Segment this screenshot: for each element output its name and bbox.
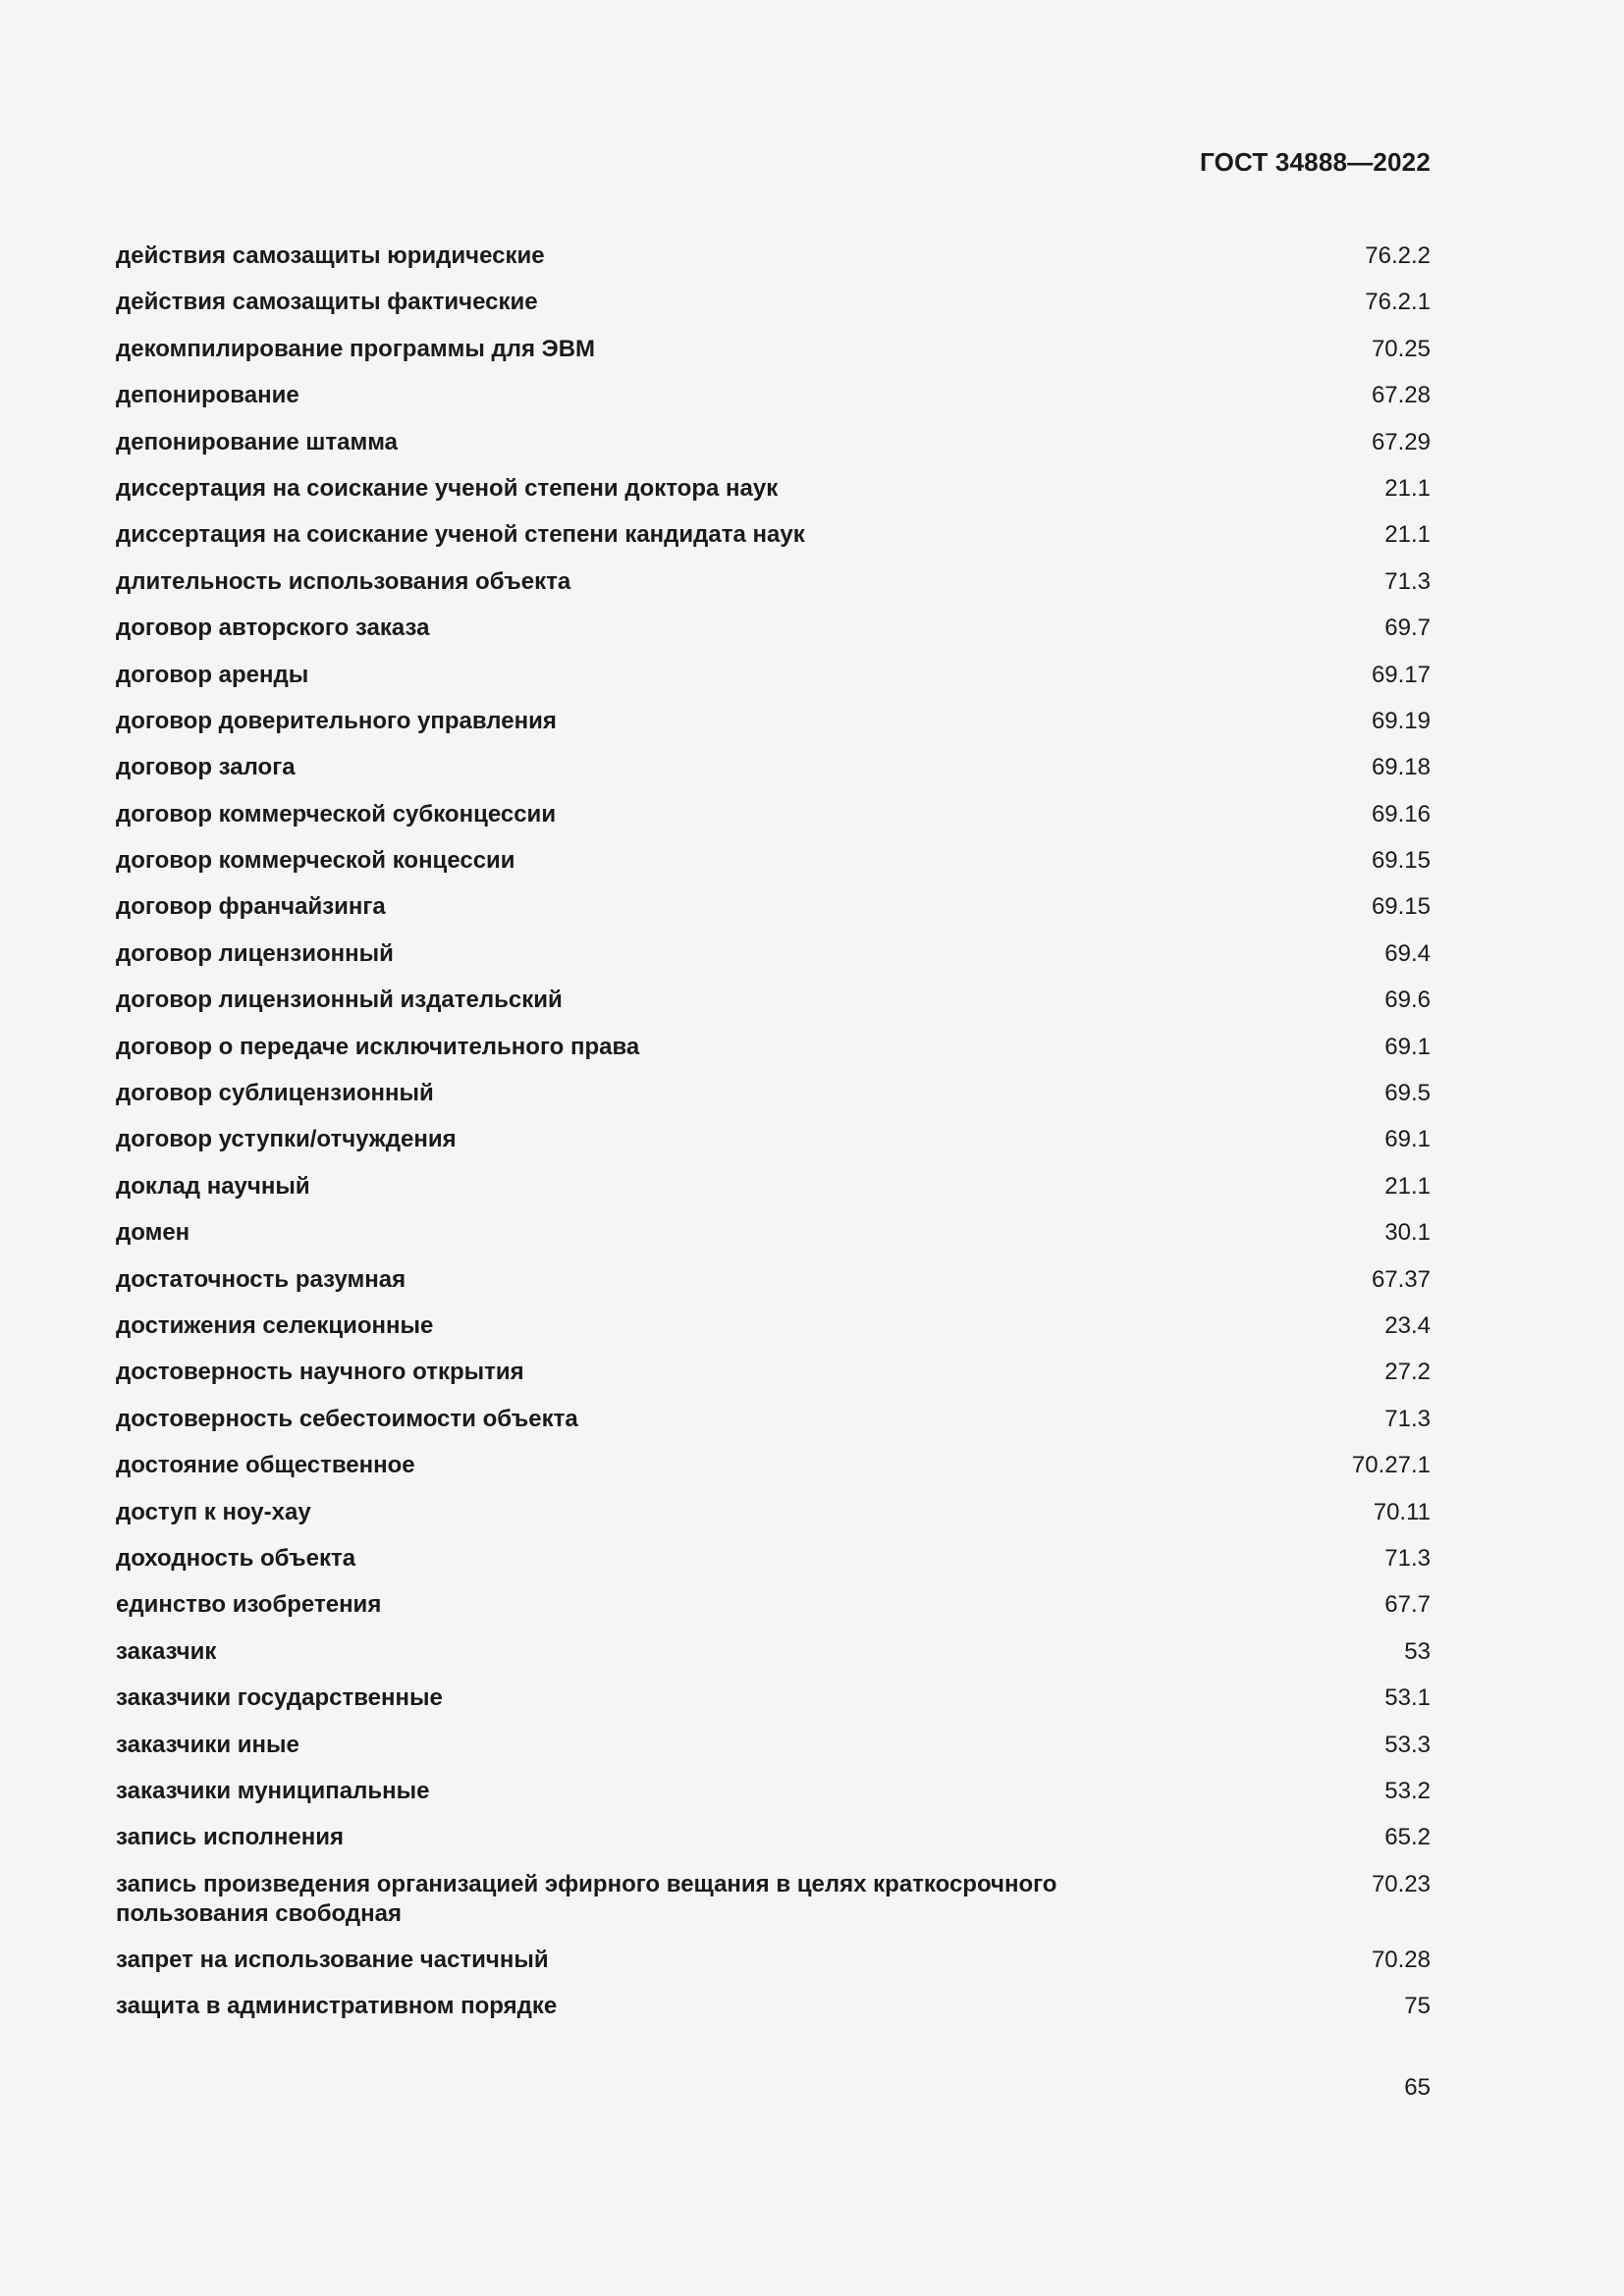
index-term: домен <box>116 1219 190 1247</box>
index-reference: 69.6 <box>1384 987 1431 1014</box>
index-term: заказчик <box>116 1637 217 1665</box>
index-reference: 53.3 <box>1384 1731 1431 1758</box>
index-entry <box>116 1590 1431 1620</box>
page-number: 65 <box>1404 2074 1431 2101</box>
index-term: доходность объекта <box>116 1544 356 1572</box>
index-entry <box>116 1358 1431 1387</box>
index-entry <box>116 1125 1431 1154</box>
index-term: доклад научный <box>116 1172 310 1200</box>
index-entry <box>116 1637 1431 1667</box>
index-entry <box>116 1823 1431 1852</box>
index-reference: 67.7 <box>1384 1591 1431 1619</box>
index-term: декомпилирование программы для ЭВМ <box>116 335 596 362</box>
index-entry <box>116 1777 1431 1806</box>
index-reference: 27.2 <box>1384 1359 1431 1386</box>
index-entry <box>116 428 1431 457</box>
index-reference: 67.28 <box>1371 382 1431 409</box>
index-reference: 69.1 <box>1384 1126 1431 1153</box>
index-reference: 70.25 <box>1371 335 1431 362</box>
index-term: заказчики муниципальные <box>116 1777 430 1804</box>
index-reference: 53.2 <box>1384 1777 1431 1804</box>
index-reference: 69.15 <box>1371 847 1431 875</box>
index-entry <box>116 1544 1431 1574</box>
index-reference: 67.29 <box>1371 428 1431 455</box>
index-term: диссертация на соискание ученой степени доктора наук <box>116 474 779 502</box>
index-term: депонирование штамма <box>116 428 399 455</box>
index-entry <box>116 1033 1431 1062</box>
index-entry <box>116 567 1431 597</box>
index-reference: 21.1 <box>1384 1172 1431 1200</box>
index-entry <box>116 1218 1431 1248</box>
index-term: достоверность научного открытия <box>116 1359 524 1386</box>
index-entry <box>116 986 1431 1015</box>
index-entry <box>116 520 1431 550</box>
index-term: договор коммерческой концессии <box>116 847 515 875</box>
index-term: защита в административном порядке <box>116 1993 558 2020</box>
index-entry <box>116 661 1431 690</box>
index-term: договор лицензионный издательский <box>116 987 563 1014</box>
index-term: действия самозащиты фактические <box>116 289 538 316</box>
index-reference: 65.2 <box>1384 1824 1431 1851</box>
index-reference: 75 <box>1404 1993 1431 2020</box>
index-entry <box>116 1311 1431 1341</box>
document-header: ГОСТ 34888—2022 <box>1200 147 1431 177</box>
index-term: заказчики государственные <box>116 1684 443 1712</box>
index-reference: 69.5 <box>1384 1080 1431 1107</box>
index-term: действия самозащиты юридические <box>116 242 545 269</box>
index-reference: 69.1 <box>1384 1033 1431 1060</box>
index-term: длительность использования объекта <box>116 567 571 595</box>
index-reference: 69.16 <box>1371 800 1431 828</box>
index-entry <box>116 892 1431 922</box>
index-term: договор коммерческой субконцессии <box>116 800 557 828</box>
index-reference: 69.15 <box>1371 893 1431 921</box>
index-reference: 69.4 <box>1384 939 1431 967</box>
index-reference: 76.2.2 <box>1365 242 1431 269</box>
index-reference: 70.28 <box>1371 1947 1431 1974</box>
index-term: достижения селекционные <box>116 1311 434 1339</box>
index-reference: 70.11 <box>1373 1498 1431 1525</box>
index-term: договор залога <box>116 754 296 781</box>
index-term: достаточность разумная <box>116 1265 406 1293</box>
index-reference: 67.37 <box>1371 1265 1431 1293</box>
index-reference: 70.27.1 <box>1351 1452 1431 1479</box>
index-entry <box>116 1992 1431 2021</box>
index-entry <box>116 335 1431 364</box>
index-reference: 53 <box>1404 1637 1431 1665</box>
index-term: договор франчайзинга <box>116 893 386 921</box>
subject-index-list <box>116 241 1431 2039</box>
index-entry <box>116 1870 1431 1929</box>
index-reference: 30.1 <box>1384 1219 1431 1247</box>
index-term: достоверность себестоимости объекта <box>116 1405 578 1432</box>
index-entry <box>116 1265 1431 1295</box>
index-term: договор авторского заказа <box>116 614 430 642</box>
index-entry <box>116 1498 1431 1527</box>
index-entry <box>116 800 1431 829</box>
index-term: запрет на использование частичный <box>116 1947 549 1974</box>
index-entry <box>116 614 1431 643</box>
index-entry <box>116 846 1431 876</box>
index-reference: 76.2.1 <box>1365 289 1431 316</box>
index-entry <box>116 1405 1431 1434</box>
index-entry <box>116 474 1431 504</box>
index-term: доступ к ноу-хау <box>116 1498 311 1525</box>
index-entry <box>116 381 1431 410</box>
index-entry <box>116 939 1431 969</box>
index-entry <box>116 753 1431 782</box>
index-term: диссертация на соискание ученой степени кандидата наук <box>116 521 805 549</box>
index-term: договор лицензионный <box>116 939 394 967</box>
index-term: единство изобретения <box>116 1591 382 1619</box>
index-term: договор аренды <box>116 661 309 688</box>
index-entry <box>116 1172 1431 1201</box>
index-reference: 69.17 <box>1371 661 1431 688</box>
index-term: депонирование <box>116 382 299 409</box>
index-term: запись исполнения <box>116 1824 344 1851</box>
index-entry <box>116 1079 1431 1108</box>
index-term: договор сублицензионный <box>116 1080 434 1107</box>
index-reference: 21.1 <box>1384 474 1431 502</box>
index-entry <box>116 1683 1431 1713</box>
index-reference: 69.19 <box>1371 707 1431 734</box>
index-reference: 69.7 <box>1384 614 1431 642</box>
index-entry <box>116 288 1431 317</box>
index-reference: 71.3 <box>1384 1544 1431 1572</box>
index-reference: 70.23 <box>1371 1870 1431 1897</box>
index-term: договор о передаче исключительного права <box>116 1033 640 1060</box>
index-reference: 53.1 <box>1384 1684 1431 1712</box>
index-entry <box>116 1731 1431 1760</box>
index-reference: 23.4 <box>1384 1311 1431 1339</box>
index-term: договор доверительного управления <box>116 707 557 734</box>
index-reference: 69.18 <box>1371 754 1431 781</box>
index-reference: 71.3 <box>1384 1405 1431 1432</box>
index-reference: 21.1 <box>1384 521 1431 549</box>
index-term: заказчики иные <box>116 1731 299 1758</box>
index-entry <box>116 1451 1431 1480</box>
index-entry <box>116 1946 1431 1975</box>
index-term: запись произведения организацией эфирного вещания в целях краткосрочного пользования свободная <box>116 1870 1057 1927</box>
index-reference: 71.3 <box>1384 567 1431 595</box>
index-entry <box>116 707 1431 736</box>
index-entry <box>116 241 1431 271</box>
index-term: достояние общественное <box>116 1452 415 1479</box>
index-term: договор уступки/отчуждения <box>116 1126 457 1153</box>
